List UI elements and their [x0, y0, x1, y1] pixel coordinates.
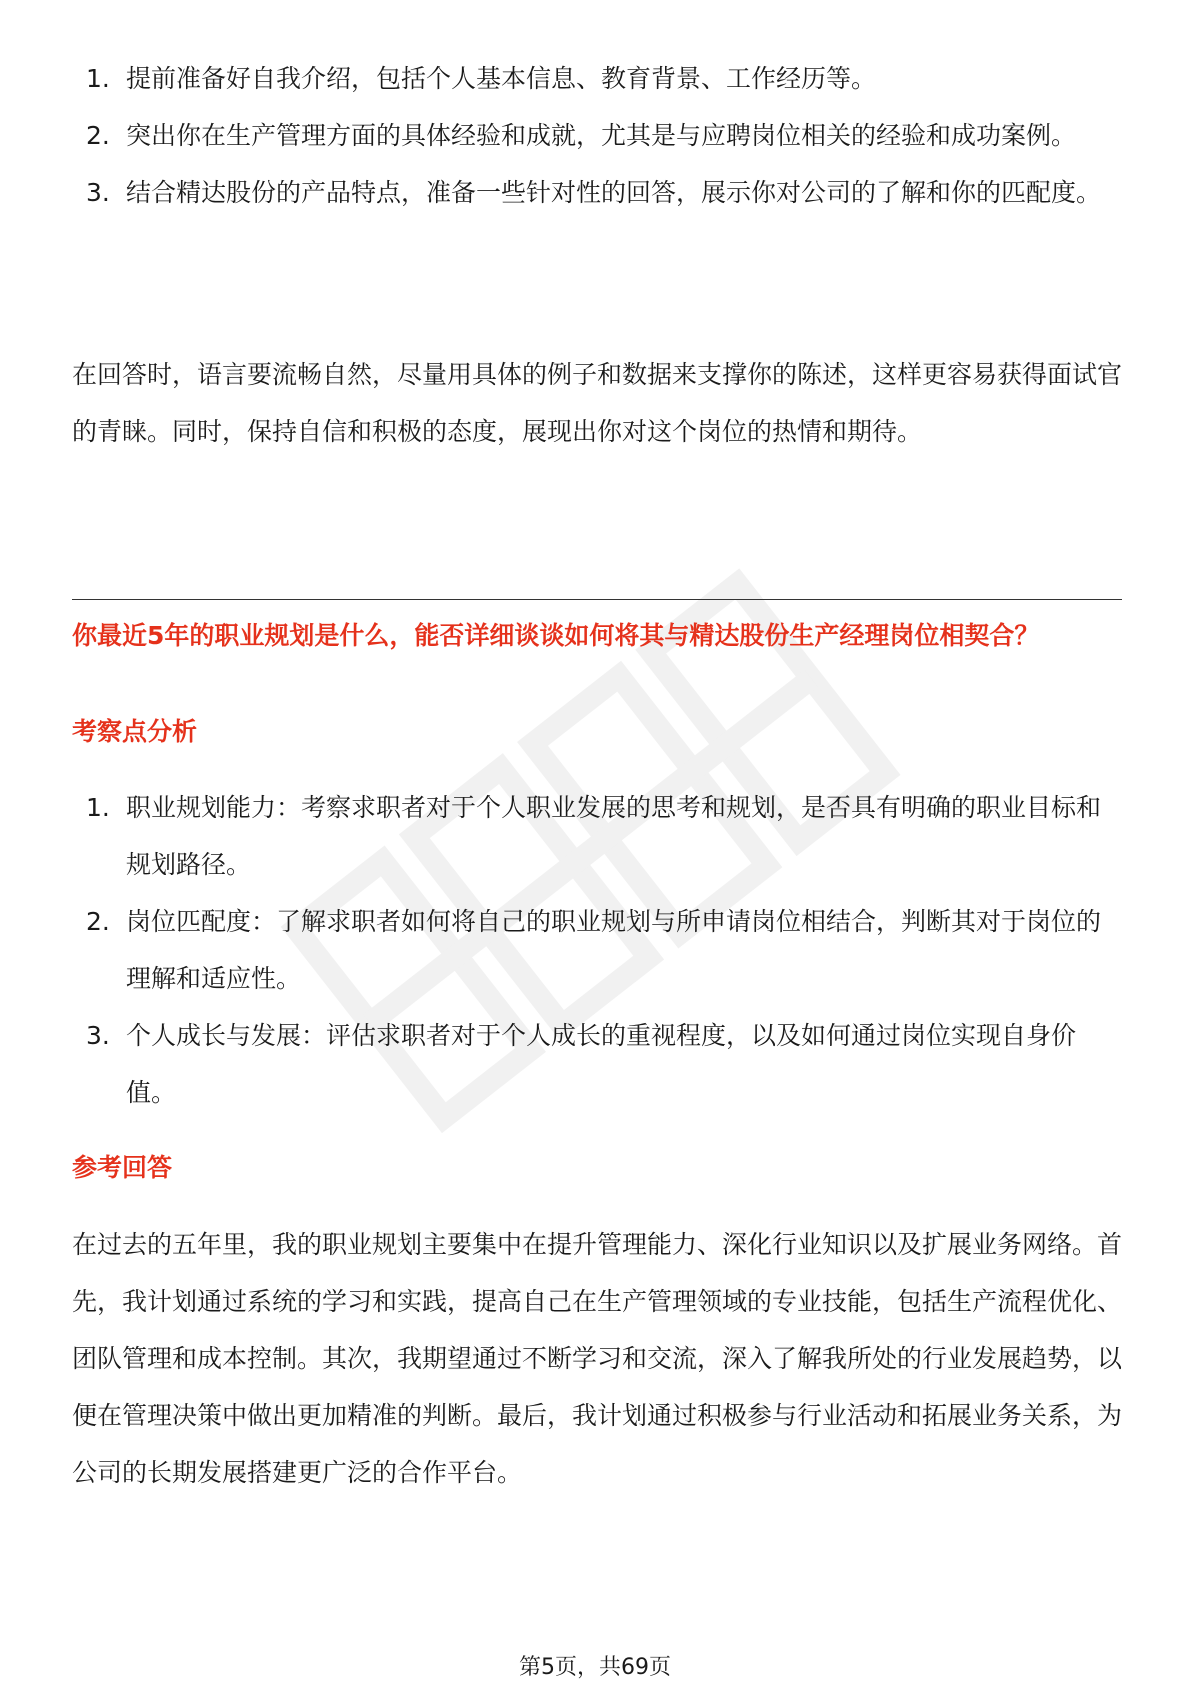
preparation-tips-list — [72, 50, 1122, 221]
question-title: 你最近5年的职业规划是什么，能否详细谈谈如何将其与精达股份生产经理岗位相契合？ — [72, 621, 1040, 650]
list-item: 3. 个人成长与发展：评估求职者对于个人成长的重视程度，以及如何通过岗位实现自身价值。 — [86, 1021, 1077, 1107]
analysis-list — [72, 779, 1122, 1121]
list-item: 1. 职业规划能力：考察求职者对于个人职业发展的思考和规划，是否具有明确的职业目标和规划路径。 — [86, 793, 1102, 879]
page-number: 第5页，共69页 — [519, 1655, 671, 1680]
list-item: 2. 突出你在生产管理方面的具体经验和成就，尤其是与应聘岗位相关的经验和成功案例。 — [86, 121, 1077, 150]
closing-paragraph: 在回答时，语言要流畅自然，尽量用具体的例子和数据来支撑你的陈述，这样更容易获得面试官的青睐。同时，保持自信和积极的态度，展现出你对这个岗位的热情和期待。 — [72, 360, 1123, 446]
answer-paragraph: 在过去的五年里，我的职业规划主要集中在提升管理能力、深化行业知识以及扩展业务网络。首先，我计划通过系统的学习和实践，提高自己在生产管理领域的专业技能，包括生产流程优化、团队管理和成本控制。其次，我期望通过不断学习和交流，深入了解我所处的行业发展趋势，以便在管理决策中做出更加精准的判断。最后，我计划通过积极参与行业活动和拓展业务关系，为公司的长期发展搭建更广泛的合作平台。 — [72, 1230, 1123, 1487]
section-divider — [72, 599, 1122, 600]
analysis-heading: 考察点分析 — [72, 717, 198, 746]
list-item: 2. 岗位匹配度：了解求职者如何将自己的职业规划与所申请岗位相结合，判断其对于岗位的理解和适应性。 — [86, 907, 1102, 993]
list-item: 3. 结合精达股份的产品特点，准备一些针对性的回答，展示你对公司的了解和你的匹配度。 — [86, 178, 1102, 207]
list-item: 1. 提前准备好自我介绍，包括个人基本信息、教育背景、工作经历等。 — [86, 64, 877, 93]
answer-heading: 参考回答 — [72, 1153, 173, 1182]
